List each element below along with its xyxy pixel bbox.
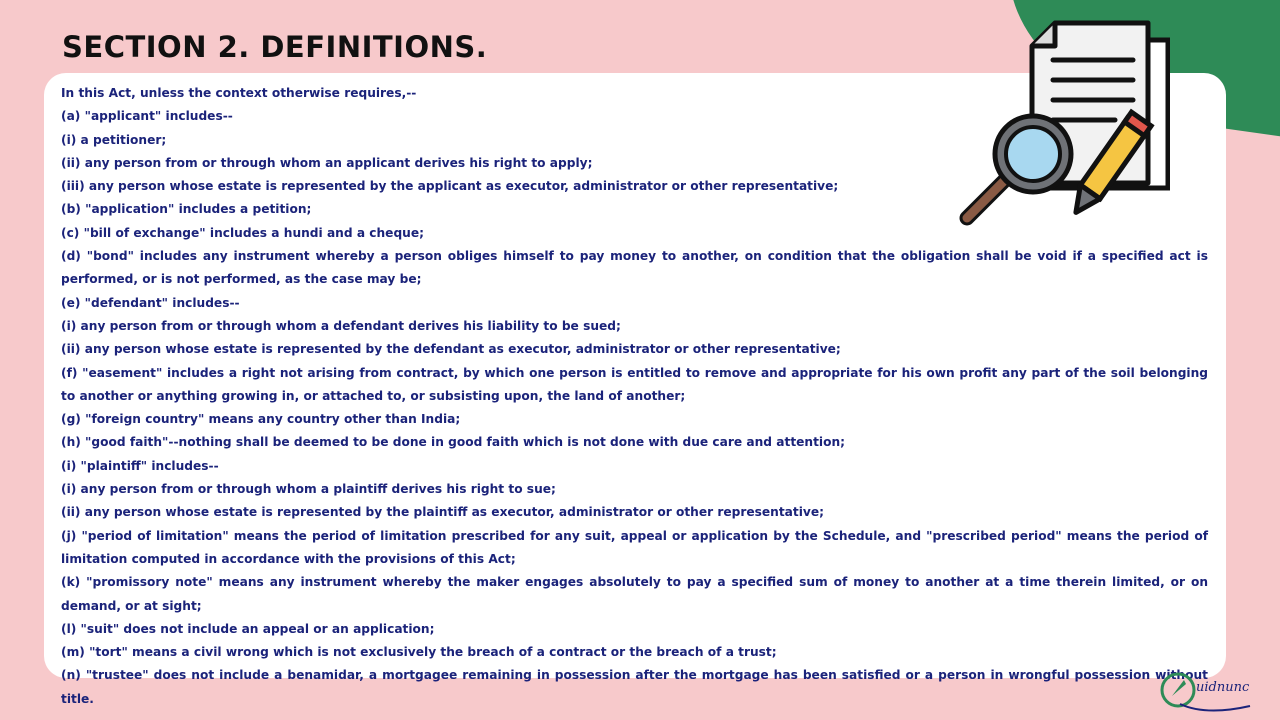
paragraph: (i) "plaintiff" includes-- [61,458,219,473]
paragraph: (f) "easement" includes a right not arising from contract, by which one person is entitled to remove and appropriate for his own profit any part of the soil belonging to another or anything growing in, or attached to, or subsisting upon, the land of another; [61,365,1208,403]
page-title: SECTION 2. DEFINITIONS. [62,30,488,64]
paragraph: In this Act, unless the context otherwise requires,-- [61,86,417,100]
paragraph: (b) "application" includes a petition; [61,202,312,217]
logo-text: uidnunc [1196,680,1250,695]
paragraph: (d) "bond" includes any instrument whereby a person obliges himself to pay money to another, on condition that the obligation shall be void if a specified act is performed, or is not performed, as the case may be; [61,249,1208,287]
paragraph: (a) "applicant" includes-- [61,109,233,124]
paragraph: (n) "trustee" does not include a benamidar, a mortgagee remaining in possession after the mortgage has been satisfied or a person in wrongful possession without title. [61,668,1208,706]
paragraph: (j) "period of limitation" means the period of limitation prescribed for any suit, appeal or application by the Schedule, and "prescribed period" means the period of limitation computed in accordance with the provisions of this Act; [61,528,1208,566]
paragraph: (g) "foreign country" means any country other than India; [61,412,461,427]
paragraph: (i) any person from or through whom a defendant derives his liability to be sued; [61,318,621,333]
paragraph: (ii) any person whose estate is represented by the defendant as executor, administrator or other representative; [61,342,841,357]
paragraph: (c) "bill of exchange" includes a hundi and a cheque; [61,225,424,240]
paragraph: (ii) any person whose estate is represented by the plaintiff as executor, administrator or other representative; [61,505,824,520]
paragraph: (ii) any person from or through whom an applicant derives his right to apply; [61,155,593,170]
document-magnifier-pencil-icon [955,18,1170,233]
paragraph: (h) "good faith"--nothing shall be deemed to be done in good faith which is not done with due care and attention; [61,435,846,450]
magnifier-handle [967,178,1007,218]
magnifier-glass [1006,127,1060,181]
paragraph: (l) "suit" does not include an appeal or an application; [61,621,435,636]
paragraph: (m) "tort" means a civil wrong which is not exclusively the breach of a contract or the breach of a trust; [61,645,777,660]
paragraph: (i) any person from or through whom a plaintiff derives his right to sue; [61,482,556,497]
paragraph: (k) "promissory note" means any instrument whereby the maker engages absolutely to pay a specified sum of money to another at a time therein limited, or on demand, or at sight; [61,575,1208,613]
paragraph: (e) "defendant" includes-- [61,295,240,310]
paragraph: (iii) any person whose estate is represented by the applicant as executor, administrator or other representative; [61,179,839,194]
paragraph: (i) a petitioner; [61,132,167,147]
